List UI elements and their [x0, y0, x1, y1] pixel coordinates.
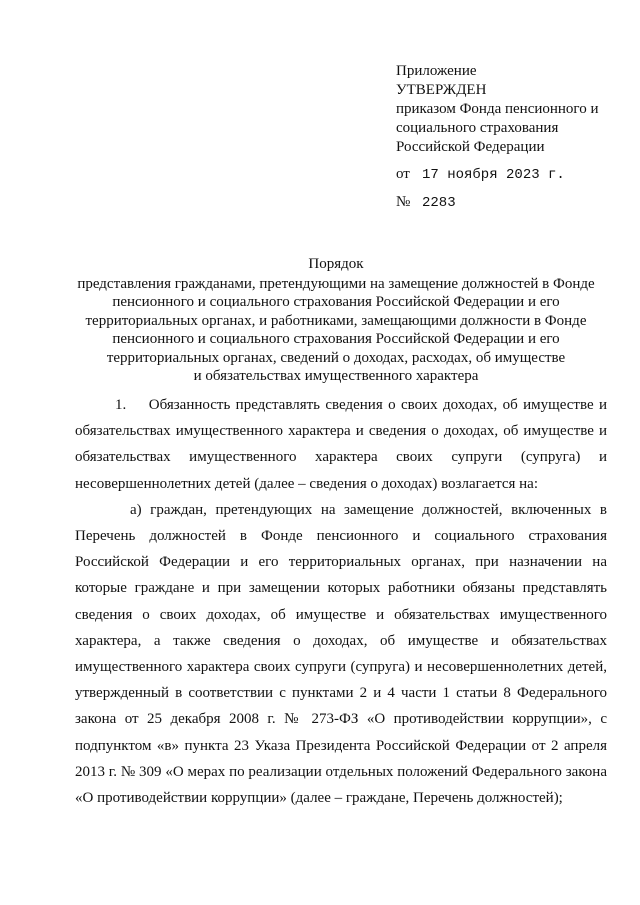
title-line-1: представления гражданами, претендующими на замещение должностей в Фонде [77, 275, 595, 292]
title-line-3: территориальных органах, и работниками, замещающими должности в Фонде [85, 312, 587, 329]
approval-date-row [396, 165, 628, 185]
approval-order-line3: Российской Федерации [396, 139, 545, 155]
approval-number-row [396, 193, 628, 213]
approval-order-line1: приказом Фонда пенсионного и [396, 101, 599, 117]
title-line-2: пенсионного и социального страхования Российской Федерации и его [112, 294, 560, 310]
approval-number-value: 2283 [422, 195, 456, 211]
document-title [60, 255, 612, 386]
title-heading: Порядок [308, 256, 364, 272]
paragraph-1: 1. Обязанность представлять сведения о своих доходах, об имуществе и обязательствах имущественного характера и сведения о доходах, об имуществе и обязательствах имущественного характера своих супруги (супруга) и несовершеннолетних детей (далее – сведения о доходах) возлагается на: [75, 397, 607, 492]
approval-date-value: 17 ноября 2023 г. [422, 167, 565, 183]
approval-approved: УТВЕРЖДЕН [396, 82, 487, 98]
title-line-6: и обязательствах имущественного характера [193, 368, 479, 384]
document-body [75, 392, 607, 811]
approval-block [396, 62, 628, 213]
approval-order-line2: социального страхования [396, 120, 559, 136]
approval-number-label: № [396, 194, 411, 210]
paragraph-1a: а) граждан, претендующих на замещение должностей, включенных в Перечень должностей в Фонде пенсионного и социального страхования Российской Федерации и его территориальных органах, при назначении на которые граждане и при замещении которых работники обязаны представлять сведения о своих доходах, об имуществе и обязательствах имущественного характера, а также сведения о доходах, об имуществе и обязательствах имущественного характера своих супруги (супруга) и несовершеннолетних детей, утвержденный в соответствии с пунктами 2 и 4 части 1 статьи 8 Федерального закона от 25 декабря 2008 г. № 273-ФЗ «О противодействии коррупции», с подпунктом «в» пункта 23 Указа Президента Российской Федерации от 2 апреля 2013 г. № 309 «О мерах по реализации отдельных положений Федерального закона «О противодействии коррупции» (далее – граждане, Перечень должностей); [75, 501, 607, 807]
title-line-4: пенсионного и социального страхования Российской Федерации и его [112, 331, 560, 347]
title-line-5: территориальных органах, сведений о доходах, расходах, об имуществе [106, 349, 566, 366]
approval-date-label: от [396, 166, 410, 182]
approval-appendix: Приложение [396, 63, 477, 79]
